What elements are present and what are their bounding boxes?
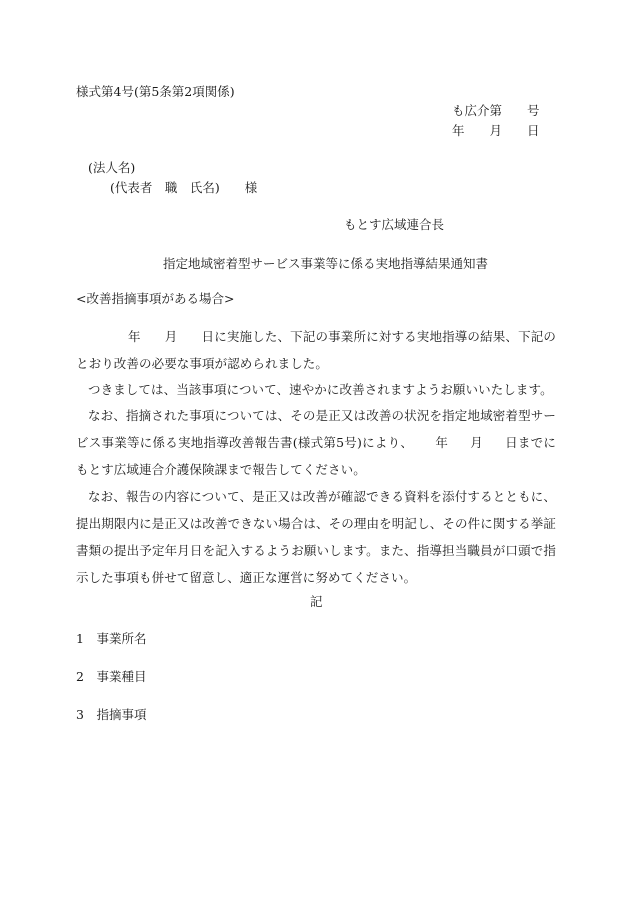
document-date: 年 月 日 (452, 123, 540, 138)
ki-heading: 記 (310, 594, 323, 609)
document-number: も広介第 号 (452, 103, 540, 118)
recipient-representative: (代表者 職 氏名) 様 (110, 180, 258, 195)
p3-text-a: なお、指摘された事項については、その是正又は改善の状況を指定地域密着型サービス事業等に係る実地指導改善報告書(様式第5号)により、 (76, 408, 556, 450)
case-label: <改善指摘事項がある場合> (76, 291, 235, 306)
body-paragraph-3 (76, 402, 556, 483)
recipient-corporation: (法人名) (88, 160, 136, 175)
p1-text: 日に実施した、下記の事業所に対する実地指導の結果、下記のとおり改善の必要な事項が認められました。 (76, 329, 556, 371)
document-title: 指定地域密着型サービス事業等に係る実地指導結果通知書 (163, 256, 489, 271)
item-business-type: 2 事業種目 (76, 669, 147, 684)
p1-year: 年 (128, 329, 141, 344)
p3-text-b: 日までにもとす広域連合介護保険課まで報告してください。 (76, 435, 556, 477)
body-paragraph-2: つきましては、当該事項について、速やかに改善されますようお願いいたします。 (88, 382, 553, 397)
body-paragraph-4: なお、報告の内容について、是正又は改善が確認できる資料を添付するとともに、提出期限内に是正又は改善できない場合は、その理由を明記し、その件に関する挙証書類の提出予定年月日を記入するようお願いします。また、指導担当職員が口頭で指示した事項も併せて留意し、適正な運営に努めてください。 (76, 489, 556, 585)
p3-month: 月 (470, 435, 483, 450)
item-office-name: 1 事業所名 (76, 631, 147, 646)
body-paragraph-1 (76, 323, 556, 377)
sender-name: もとす広域連合長 (344, 217, 445, 232)
item-findings: 3 指摘事項 (76, 707, 147, 722)
p1-month: 月 (164, 329, 178, 344)
form-number: 様式第4号(第5条第2項関係) (76, 84, 235, 99)
p3-year: 年 (435, 435, 449, 450)
